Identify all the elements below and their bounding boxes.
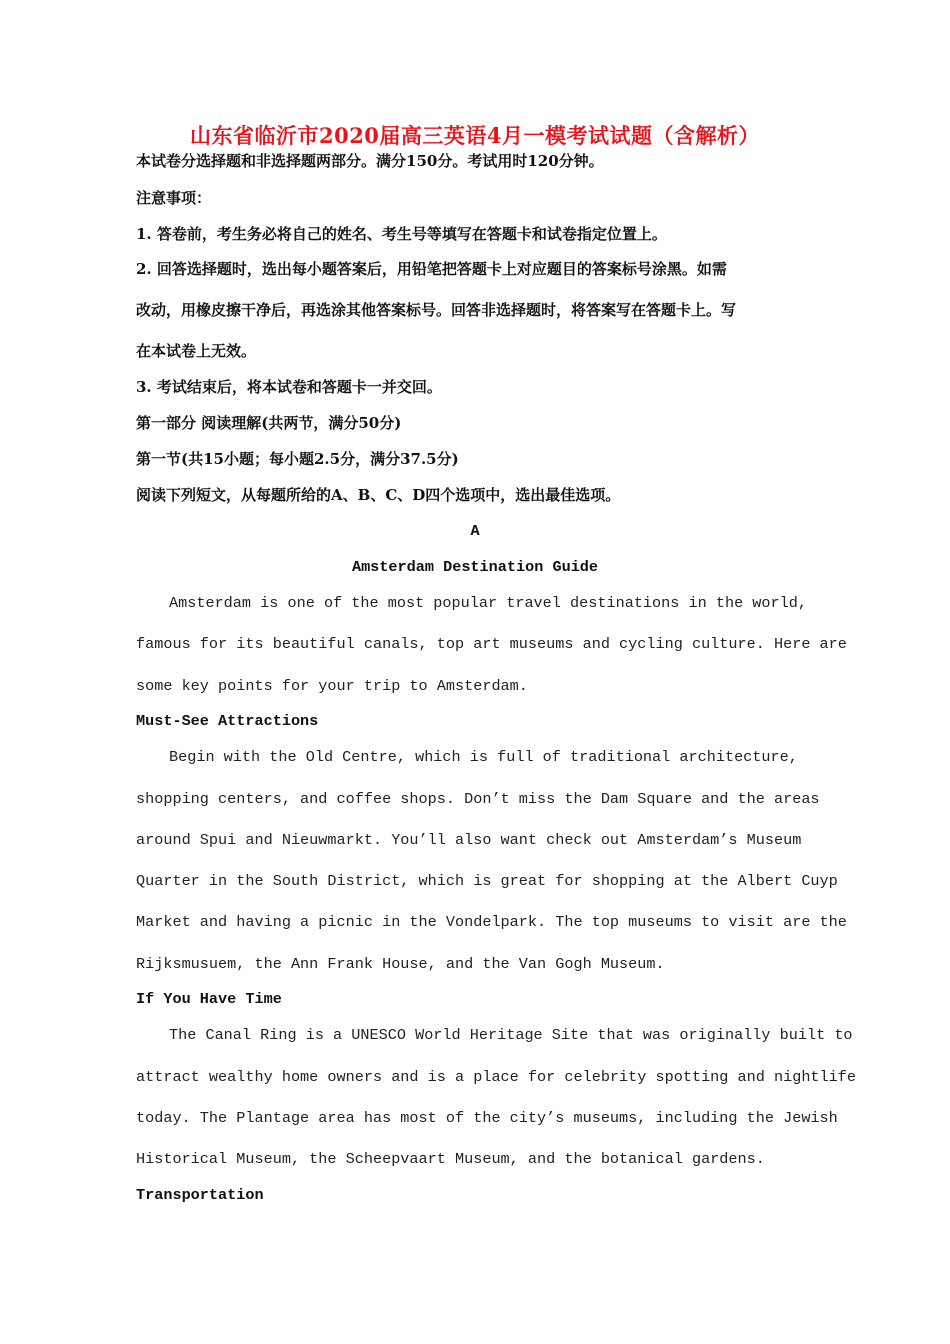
paragraph-2-line: Market and having a picnic in the Vondelpark. The top museums to visit are the <box>136 913 847 931</box>
paragraph-2-line: shopping centers, and coffee shops. Don’t miss the Dam Square and the areas <box>136 790 820 808</box>
passage-letter: A <box>470 522 480 540</box>
notice-item-1: 1. 答卷前，考生务必将自己的姓名、考生号等填写在答题卡和试卷指定位置上。 <box>136 225 667 243</box>
paragraph-1-line: famous for its beautiful canals, top art museums and cycling culture. Here are <box>136 635 847 653</box>
part-1-heading: 第一部分 阅读理解(共两节，满分50分) <box>136 414 402 432</box>
notice-heading: 注意事项： <box>136 189 212 207</box>
section-heading-transportation: Transportation <box>136 1186 264 1204</box>
paragraph-2-line: Quarter in the South District, which is great for shopping at the Albert Cuyp <box>136 872 838 890</box>
notice-item-3: 3. 考试结束后，将本试卷和答题卡一并交回。 <box>136 378 442 396</box>
notice-item-2-line-3: 在本试卷上无效。 <box>136 342 257 360</box>
notice-item-2-line-2: 改动，用橡皮擦干净后，再选涂其他答案标号。回答非选择题时，将答案写在答题卡上。写 <box>136 301 737 319</box>
section-1-heading: 第一节(共15小题；每小题2.5分，满分37.5分) <box>136 450 459 468</box>
paragraph-1-line: some key points for your trip to Amsterdam. <box>136 677 528 695</box>
exam-title: 山东省临沂市2020届高三英语4月一模考试试题（含解析） <box>189 123 761 148</box>
notice-item-2-line-1: 2. 回答选择题时，选出每小题答案后，用铅笔把答题卡上对应题目的答案标号涂黑。如需 <box>136 260 727 278</box>
section-heading-if-time: If You Have Time <box>136 990 282 1008</box>
paragraph-2-line: Begin with the Old Centre, which is full of traditional architecture, <box>169 748 798 766</box>
exam-intro: 本试卷分选择题和非选择题两部分。满分150分。考试用时120分钟。 <box>136 152 604 170</box>
paragraph-3-line: attract wealthy home owners and is a place for celebrity spotting and nightlife <box>136 1068 857 1086</box>
paragraph-1-line: Amsterdam is one of the most popular travel destinations in the world, <box>169 594 807 612</box>
paragraph-2-line: around Spui and Nieuwmarkt. You’ll also want check out Amsterdam’s Museum <box>136 831 802 849</box>
section-heading-attractions: Must-See Attractions <box>136 712 319 730</box>
paragraph-3-line: Historical Museum, the Scheepvaart Museum, and the botanical gardens. <box>136 1150 765 1168</box>
reading-instruction: 阅读下列短文，从每题所给的A、B、C、D四个选项中，选出最佳选项。 <box>136 486 621 504</box>
paragraph-3-line: The Canal Ring is a UNESCO World Heritage Site that was originally built to <box>169 1026 853 1044</box>
paragraph-3-line: today. The Plantage area has most of the city’s museums, including the Jewish <box>136 1109 838 1127</box>
paragraph-2-line: Rijksmusuem, the Ann Frank House, and the Van Gogh Museum. <box>136 955 665 973</box>
passage-title: Amsterdam Destination Guide <box>351 558 599 576</box>
